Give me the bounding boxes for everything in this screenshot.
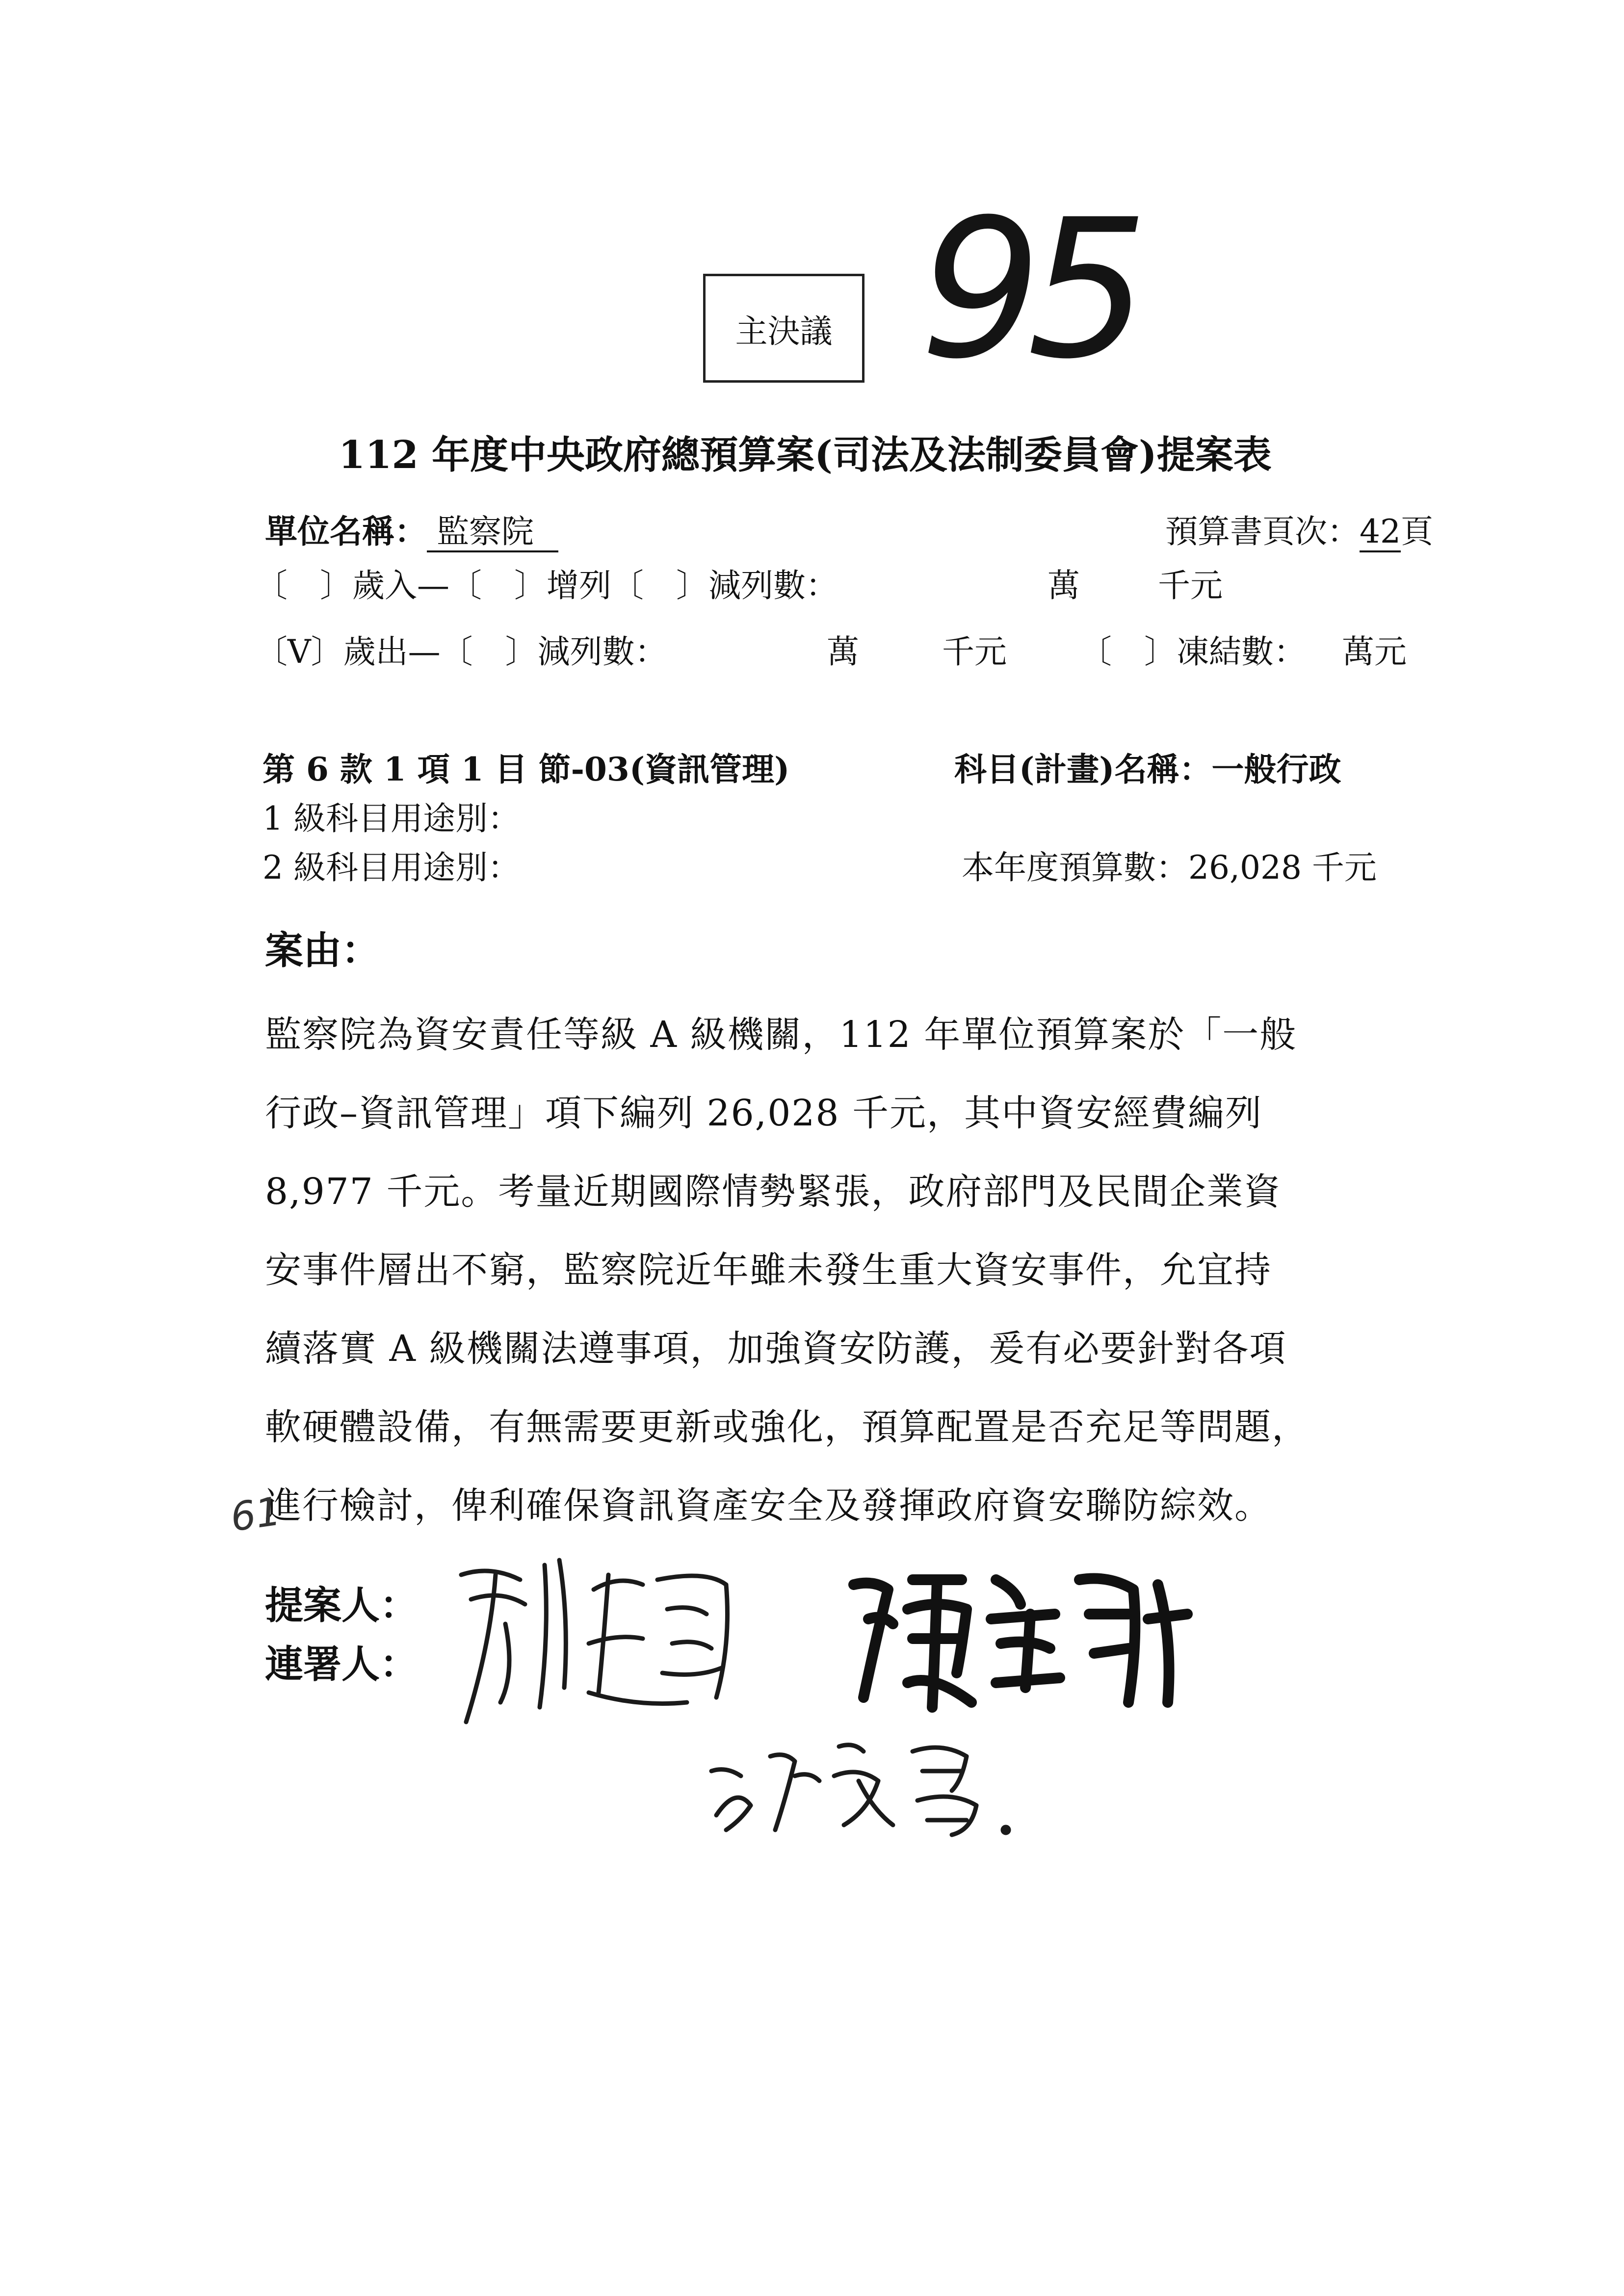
page-ref-value: 42 [1360, 513, 1401, 552]
revenue-line-b: 萬 [1048, 567, 1080, 604]
case-heading: 案由： [265, 928, 380, 973]
budget-amount: 本年度預算數：26,028 千元 [962, 849, 1377, 887]
unit-name-label: 單位名稱： [265, 512, 427, 550]
paragraph-line-7: 進行檢討，俾利確保資訊資產安全及發揮政府資安聯防綜效。 [265, 1485, 1272, 1527]
document-title: 112 年度中央政府總預算案(司法及法制委員會)提案表 [339, 433, 1272, 477]
paragraph-line-5: 續落實 A 級機關法遵事項，加強資安防護，爰有必要針對各項 [265, 1328, 1287, 1370]
proposer-label: 提案人： [265, 1583, 419, 1628]
unit-name-value: 監察院 [427, 513, 558, 552]
expense-line-b: 萬 [827, 633, 859, 671]
revenue-line-a: 〔 〕歲入—〔 〕增列〔 〕減列數： [255, 567, 838, 604]
level1-usage: 1 級科目用途別： [262, 800, 520, 837]
signature-chen-ou-po [834, 1560, 1217, 1722]
expense-line-a: 〔V〕歲出—〔 〕減列數： [255, 633, 667, 671]
expense-line-d: 〔 〕凍結數： [1079, 633, 1306, 671]
subject-name: 科目(計畫)名稱：一般行政 [954, 750, 1341, 788]
cosigner-label: 連署人： [265, 1642, 419, 1687]
signature-chiang-yung-chang [697, 1717, 1040, 1845]
paragraph-line-6: 軟硬體設備，有無需要更新或強化，預算配置是否充足等問題， [265, 1406, 1309, 1448]
page-ref-label: 預算書頁次： [1165, 513, 1360, 550]
level2-usage: 2 級科目用途別： [262, 849, 520, 887]
expense-line-e: 萬元 [1342, 633, 1407, 671]
paragraph-line-1: 監察院為資安責任等級 A 級機關，112 年單位預算案於「一般 [265, 1014, 1297, 1056]
budget-page-ref [1165, 505, 1433, 552]
signature-liu-chien-kuo [432, 1545, 785, 1742]
paragraph-line-4: 安事件層出不窮，監察院近年雖未發生重大資安事件，允宜持 [265, 1249, 1272, 1291]
page-ref-suffix: 頁 [1400, 513, 1433, 550]
expense-line-c: 千元 [942, 633, 1007, 671]
handwritten-case-number: 95 [920, 178, 1134, 401]
section-line: 第 6 款 1 項 1 目 節-03(資訊管理) [262, 750, 790, 788]
revenue-line-c: 千元 [1158, 567, 1223, 604]
paragraph-line-3: 8,977 千元。考量近期國際情勢緊張，政府部門及民間企業資 [265, 1171, 1282, 1213]
unit-name-row [265, 505, 558, 552]
paragraph-line-2: 行政–資訊管理」項下編列 26,028 千元，其中資安經費編列 [265, 1092, 1262, 1134]
resolution-stamp-box: 主決議 [703, 274, 864, 383]
margin-note: 61 [228, 1488, 284, 1540]
